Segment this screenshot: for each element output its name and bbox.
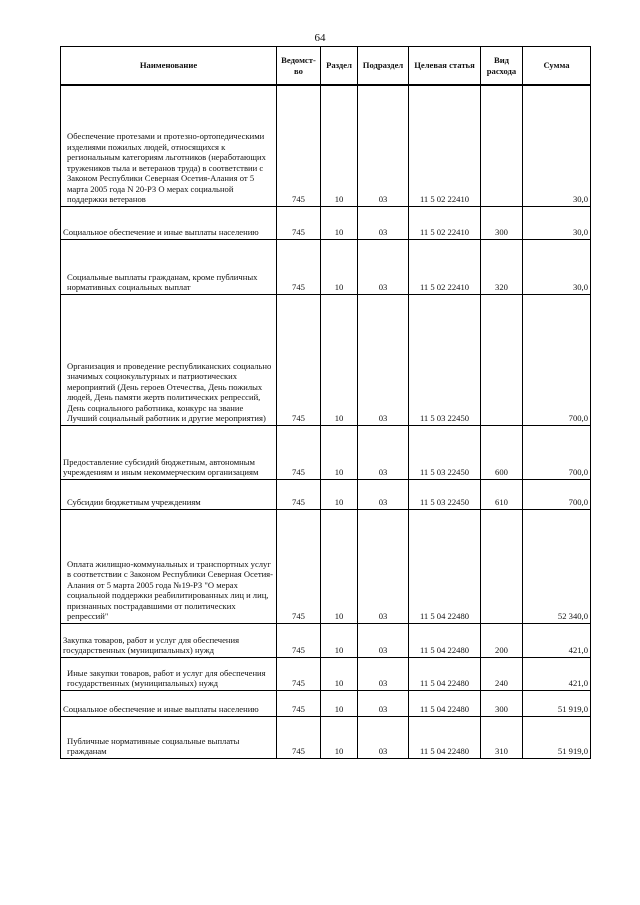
row-subsection: 03: [358, 85, 409, 206]
row-section: 10: [321, 425, 358, 479]
table-row: [61, 206, 591, 239]
row-department: 745: [277, 509, 321, 623]
row-department: 745: [277, 716, 321, 758]
row-sum: 52 340,0: [523, 509, 591, 623]
row-department: 745: [277, 690, 321, 716]
column-header-expense: Вид расхода: [481, 47, 523, 86]
row-department: 745: [277, 206, 321, 239]
row-name: Закупка товаров, работ и услуг для обеспечения государственных (муниципальных) нужд: [61, 623, 277, 657]
row-section: 10: [321, 657, 358, 690]
row-section: 10: [321, 623, 358, 657]
column-header-section: Раздел: [321, 47, 358, 86]
column-header-name: Наименование: [61, 47, 277, 86]
column-header-sum: Сумма: [523, 47, 591, 86]
row-expense: [481, 509, 523, 623]
row-subsection: 03: [358, 716, 409, 758]
budget-table: [60, 46, 591, 759]
row-sum: 700,0: [523, 479, 591, 509]
row-name: Социальное обеспечение и иные выплаты населению: [61, 690, 277, 716]
row-department: 745: [277, 623, 321, 657]
row-section: 10: [321, 479, 358, 509]
row-section: 10: [321, 716, 358, 758]
row-expense: [481, 85, 523, 206]
row-name: Публичные нормативные социальные выплаты гражданам: [61, 716, 277, 758]
row-department: 745: [277, 294, 321, 425]
row-section: 10: [321, 294, 358, 425]
row-target: 11 5 04 22480: [409, 509, 481, 623]
row-subsection: 03: [358, 479, 409, 509]
row-name: Социальное обеспечение и иные выплаты населению: [61, 206, 277, 239]
table-row: [61, 657, 591, 690]
table-row: [61, 623, 591, 657]
column-header-subsection: Подраздел: [358, 47, 409, 86]
row-sum: 30,0: [523, 206, 591, 239]
table-row: [61, 294, 591, 425]
row-expense: 320: [481, 239, 523, 294]
row-expense: 200: [481, 623, 523, 657]
table-row: [61, 716, 591, 758]
row-department: 745: [277, 425, 321, 479]
row-target: 11 5 02 22410: [409, 85, 481, 206]
row-name: Субсидии бюджетным учреждениям: [61, 479, 277, 509]
row-target: 11 5 03 22450: [409, 479, 481, 509]
column-header-target: Целевая статья: [409, 47, 481, 86]
row-section: 10: [321, 85, 358, 206]
row-sum: 51 919,0: [523, 716, 591, 758]
row-name: Организация и проведение республиканских социально значимых социокультурных и патриотических мероприятий (День героев Отечества, День пожилых людей, День памяти жертв политических репрессий, День социального работника, конкурс на звание Лучший социальный работник и другие мероприятия): [61, 294, 277, 425]
column-header-department: Ведомст-во: [277, 47, 321, 86]
row-name: Социальные выплаты гражданам, кроме публичных нормативных социальных выплат: [61, 239, 277, 294]
row-target: 11 5 04 22480: [409, 716, 481, 758]
row-sum: 51 919,0: [523, 690, 591, 716]
row-expense: 600: [481, 425, 523, 479]
row-expense: 240: [481, 657, 523, 690]
row-target: 11 5 04 22480: [409, 623, 481, 657]
row-department: 745: [277, 85, 321, 206]
row-expense: [481, 294, 523, 425]
row-section: 10: [321, 509, 358, 623]
table-row: [61, 85, 591, 206]
row-sum: 700,0: [523, 425, 591, 479]
row-section: 10: [321, 690, 358, 716]
row-subsection: 03: [358, 239, 409, 294]
row-sum: 700,0: [523, 294, 591, 425]
table-row: [61, 239, 591, 294]
row-target: 11 5 02 22410: [409, 206, 481, 239]
row-sum: 421,0: [523, 657, 591, 690]
row-target: 11 5 03 22450: [409, 294, 481, 425]
table-row: [61, 425, 591, 479]
row-name: Оплата жилищно-коммунальных и транспортных услуг в соответствии с Законом Республики Северная Осетия-Алания от 5 марта 2005 года №19-РЗ "О мерах социальной поддержки реабилитированных лиц и лиц, признанных пострадавшими от политических репрессий": [61, 509, 277, 623]
row-target: 11 5 02 22410: [409, 239, 481, 294]
row-expense: 310: [481, 716, 523, 758]
page-number: 64: [314, 32, 326, 44]
row-subsection: 03: [358, 425, 409, 479]
row-target: 11 5 03 22450: [409, 425, 481, 479]
table-row: [61, 479, 591, 509]
row-name: Иные закупки товаров, работ и услуг для обеспечения государственных (муниципальных) нужд: [61, 657, 277, 690]
row-subsection: 03: [358, 657, 409, 690]
row-name: Предоставление субсидий бюджетным, автономным учреждениям и иным некоммерческим организациям: [61, 425, 277, 479]
row-subsection: 03: [358, 509, 409, 623]
row-department: 745: [277, 657, 321, 690]
row-department: 745: [277, 239, 321, 294]
row-expense: 300: [481, 206, 523, 239]
row-subsection: 03: [358, 623, 409, 657]
row-sum: 421,0: [523, 623, 591, 657]
table-header-row: [61, 47, 591, 86]
row-section: 10: [321, 239, 358, 294]
table-row: [61, 509, 591, 623]
row-subsection: 03: [358, 294, 409, 425]
row-section: 10: [321, 206, 358, 239]
row-sum: 30,0: [523, 85, 591, 206]
row-subsection: 03: [358, 206, 409, 239]
row-target: 11 5 04 22480: [409, 657, 481, 690]
row-department: 745: [277, 479, 321, 509]
row-name: Обеспечение протезами и протезно-ортопедическими изделиями пожилых людей, относящихся к региональным категориям льготников (неработающих тружеников тыла и ветеранов труда) в соответствии с Законом Республики Северная Осетия-Алания от 5 марта 2005 года N 20-РЗ О мерах социальной поддержки ветеранов: [61, 85, 277, 206]
row-sum: 30,0: [523, 239, 591, 294]
row-target: 11 5 04 22480: [409, 690, 481, 716]
row-subsection: 03: [358, 690, 409, 716]
table-row: [61, 690, 591, 716]
row-expense: 300: [481, 690, 523, 716]
row-expense: 610: [481, 479, 523, 509]
